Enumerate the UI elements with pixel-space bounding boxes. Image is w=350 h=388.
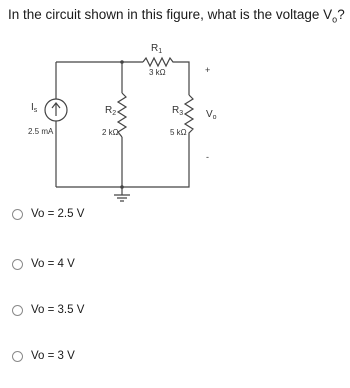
ground-symbol	[114, 195, 130, 201]
radio-button[interactable]	[12, 305, 23, 316]
r1-resistor	[143, 58, 175, 66]
r2-resistor	[118, 93, 126, 137]
option-label: Vo = 3.5 V	[31, 304, 85, 316]
option-label: Vo = 3 V	[31, 350, 75, 362]
vo-minus: -	[206, 152, 209, 162]
option-label: Vo = 4 V	[31, 258, 75, 270]
question-main: In the circuit shown in this figure, what is the voltage V	[8, 7, 333, 22]
junction-dot-top	[120, 60, 124, 64]
radio-button[interactable]	[12, 259, 23, 270]
wire-top-right	[175, 62, 189, 95]
vo-label: $V_o$	[206, 109, 217, 121]
option-1[interactable]	[12, 208, 84, 220]
junction-dot-bottom	[120, 185, 124, 189]
r3-label: $R_3$	[172, 105, 184, 117]
question-subscript: o	[332, 14, 338, 25]
vo-plus: +	[205, 65, 211, 75]
r2-value: 2 kΩ	[102, 128, 119, 137]
source-value: 2.5 mA	[28, 127, 54, 136]
option-2[interactable]	[12, 258, 75, 270]
source-label: $I_s$	[31, 102, 38, 114]
option-3[interactable]	[12, 304, 84, 316]
option-label: Vo = 2.5 V	[31, 208, 85, 220]
r3-value: 5 kΩ	[170, 128, 187, 137]
r2-label: $R_2$	[105, 105, 117, 117]
option-4[interactable]	[12, 350, 75, 362]
arrow-up-icon	[52, 103, 60, 116]
radio-button[interactable]	[12, 351, 23, 362]
r1-value: 3 kΩ	[149, 68, 166, 77]
r1-label: $R_1$	[151, 43, 163, 55]
radio-button[interactable]	[12, 209, 23, 220]
question-suffix: ?	[337, 7, 345, 22]
